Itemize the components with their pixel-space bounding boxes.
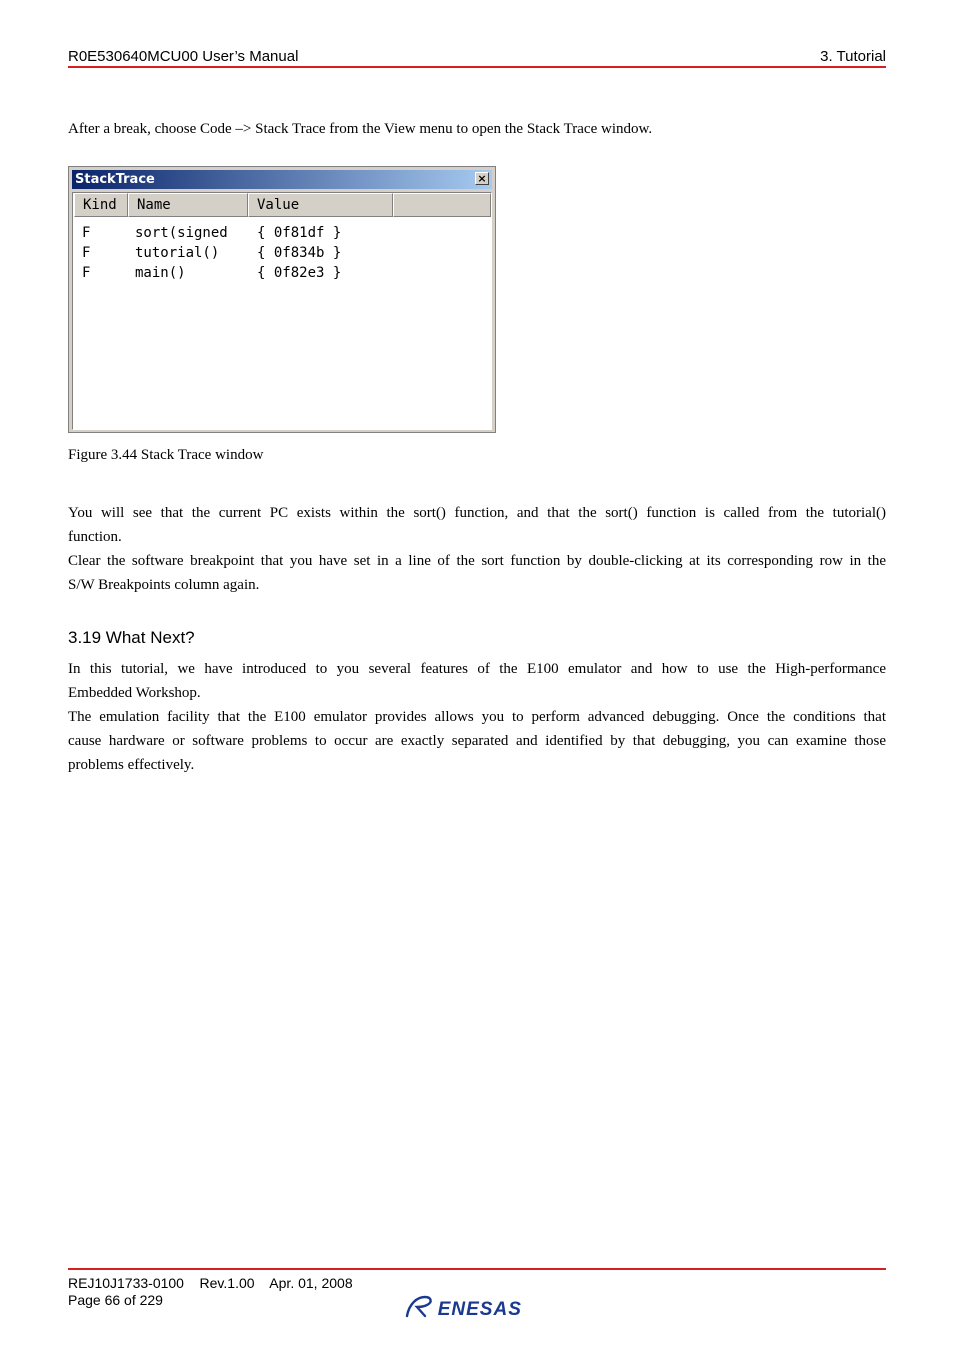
row-value: { 0f81df } — [257, 225, 342, 241]
intro-paragraph: After a break, choose Code –> Stack Trace from the View menu to open the Stack Trace window. — [68, 121, 653, 137]
row-kind: F — [82, 265, 91, 281]
row-value: { 0f82e3 } — [257, 265, 342, 281]
row-kind: F — [82, 245, 91, 261]
row-name: sort(signed — [135, 225, 228, 241]
column-header-kind[interactable]: Kind — [74, 193, 128, 217]
section-heading: 3.19 What Next? — [68, 628, 195, 647]
header-rule — [68, 66, 886, 68]
manual-title: R0E530640MCU00 User’s Manual — [68, 48, 299, 65]
column-header-filler — [393, 193, 491, 217]
row-name: tutorial() — [135, 245, 220, 261]
row-kind: F — [82, 225, 91, 241]
row-value: { 0f834b } — [257, 245, 342, 261]
footer-rule — [68, 1268, 886, 1270]
table-row[interactable] — [73, 263, 491, 283]
stack-trace-list[interactable] — [72, 192, 492, 430]
chapter-title: 3. Tutorial — [820, 48, 886, 65]
column-header-value[interactable]: Value — [248, 193, 393, 217]
close-icon[interactable]: × — [475, 172, 489, 185]
section-paragraph: In this tutorial, we have introduced to you several features of the E100 emulator and how to use the High-performance Embedded Workshop. The emulation facility that the E100 emulator provides allows you to perform advanced debugging. Once the conditions that cause hardware or software problems to occur are exactly separated and identified by that debugging, you can examine those problems effectively. — [68, 661, 886, 773]
window-titlebar[interactable] — [72, 170, 492, 189]
table-row[interactable] — [73, 223, 491, 243]
page-number: Page 66 of 229 — [68, 1292, 163, 1308]
column-header-name[interactable]: Name — [128, 193, 248, 217]
renesas-logo — [403, 1294, 553, 1320]
row-name: main() — [135, 265, 186, 281]
stack-trace-window — [68, 166, 496, 433]
logo-text: RENESAS — [423, 1299, 522, 1320]
window-title: StackTrace — [75, 172, 155, 187]
figure-caption: Figure 3.44 Stack Trace window — [68, 447, 264, 463]
document-id: REJ10J1733-0100 Rev.1.00 Apr. 01, 2008 — [68, 1275, 353, 1291]
table-row[interactable] — [73, 243, 491, 263]
explanation-paragraph: You will see that the current PC exists within the sort() function, and that the sort() function is called from the tutorial() function. Clear the software breakpoint that you have set in a line of the sort function by double-clicking at its corresponding row in the S/W Breakpoints column again. — [68, 505, 886, 593]
